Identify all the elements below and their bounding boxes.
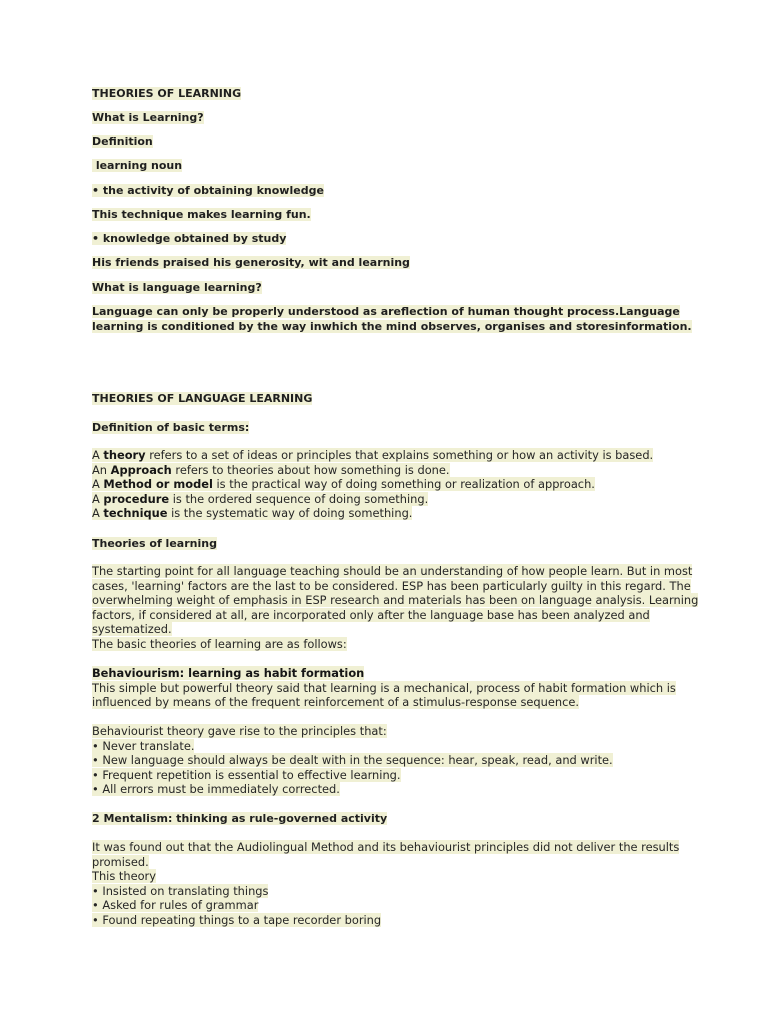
list-item: • Frequent repetition is essential to effective learning. bbox=[92, 767, 401, 782]
behaviourism-heading: Behaviourism: learning as habit formation bbox=[92, 666, 365, 680]
definition-label: Definition bbox=[92, 135, 153, 148]
terms-list bbox=[92, 448, 653, 521]
theories-of-learning-heading: Theories of learning bbox=[92, 537, 217, 550]
term-line-method: A Method or model is the practical way of doing something or realization of approach. bbox=[92, 477, 595, 491]
principles-section bbox=[92, 724, 613, 797]
paragraph-line: factors, if considered at all, are incorporated only after the language base has been analyzed and bbox=[92, 607, 650, 622]
paragraph-line: cases, 'learning' factors are the last to be considered. ESP has been particularly guilty in this regard. The bbox=[92, 578, 691, 593]
question-language-learning: What is language learning? bbox=[92, 281, 262, 294]
example-sentence-2: His friends praised his generosity, wit and learning bbox=[92, 256, 410, 269]
paragraph-line: It was found out that the Audiolingual Method and its behaviourist principles did not deliver the results bbox=[92, 840, 680, 854]
question-what-is-learning: What is Learning? bbox=[92, 111, 204, 124]
intro-paragraph bbox=[92, 564, 698, 651]
example-sentence-1: This technique makes learning fun. bbox=[92, 208, 311, 221]
list-item: • Insisted on translating things bbox=[92, 883, 269, 898]
term-line-procedure: A procedure is the ordered sequence of doing something. bbox=[92, 491, 429, 506]
principles-intro: Behaviourist theory gave rise to the principles that: bbox=[92, 724, 387, 738]
dictionary-sense-2: • knowledge obtained by study bbox=[92, 232, 287, 245]
dictionary-word: learning noun bbox=[92, 159, 183, 172]
dictionary-sense-1: • the activity of obtaining knowledge bbox=[92, 184, 324, 197]
list-item: • Never translate. bbox=[92, 738, 195, 753]
list-item: • Asked for rules of grammar bbox=[92, 898, 259, 912]
paragraph-line: overwhelming weight of emphasis in ESP research and materials has been on language analysis. Learning bbox=[92, 593, 699, 607]
term-line-theory: A theory refers to a set of ideas or principles that explains something or how an activity is based. bbox=[92, 448, 654, 462]
term-line-technique: A technique is the systematic way of doing something. bbox=[92, 506, 413, 520]
mentalism-section bbox=[92, 840, 679, 927]
term-line-approach: An Approach refers to theories about how something is done. bbox=[92, 462, 450, 477]
list-item: • Found repeating things to a tape recorder boring bbox=[92, 912, 382, 927]
list-item: • New language should always be dealt with in the sequence: hear, speak, read, and write. bbox=[92, 753, 613, 767]
mentalism-heading: 2 Mentalism: thinking as rule-governed activity bbox=[92, 812, 388, 825]
paragraph-line: The basic theories of learning are as follows: bbox=[92, 636, 347, 651]
paragraph-line: promised. bbox=[92, 854, 149, 869]
definition-of-terms-heading: Definition of basic terms: bbox=[92, 421, 250, 434]
paragraph-line: influenced by means of the frequent reinforcement of a stimulus-response sequence. bbox=[92, 695, 579, 709]
paragraph-line: This theory bbox=[92, 869, 156, 883]
paragraph-line: This simple but powerful theory said that learning is a mechanical, process of habit formation which is bbox=[92, 680, 676, 695]
answer-paragraph: Language can only be properly understood as areflection of human thought process.Language learning is conditioned by the way inwhich the mind observes, organises and storesinformation. bbox=[92, 305, 692, 333]
paragraph-line: The starting point for all language teaching should be an understanding of how people learn. But in most bbox=[92, 564, 693, 578]
section-title-theories-of-language-learning: THEORIES OF LANGUAGE LEARNING bbox=[92, 392, 313, 405]
paragraph-line: systematized. bbox=[92, 622, 172, 636]
list-item: • All errors must be immediately corrected. bbox=[92, 782, 340, 796]
behaviourism-section bbox=[92, 666, 676, 710]
section-title-theories-of-learning: THEORIES OF LEARNING bbox=[92, 87, 242, 100]
